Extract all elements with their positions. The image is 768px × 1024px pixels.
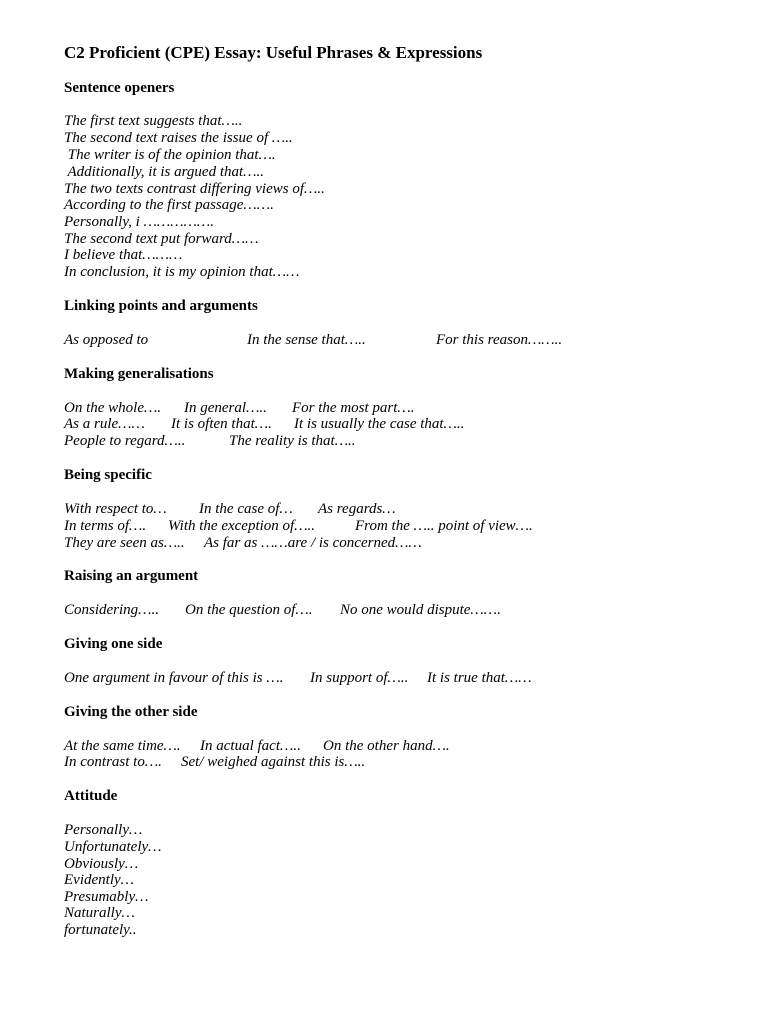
phrase-line: I believe that……… xyxy=(64,247,183,263)
phrase: In the sense that….. xyxy=(247,332,366,348)
phrase: As regards… xyxy=(318,501,396,517)
section-heading-attitude: Attitude xyxy=(64,788,118,804)
phrase-line: Naturally… xyxy=(64,905,135,921)
phrase: For the most part…. xyxy=(292,400,415,416)
page-title: C2 Proficient (CPE) Essay: Useful Phrases & Expressions xyxy=(64,43,483,62)
phrase-line: The second text put forward…… xyxy=(64,231,259,247)
phrase: On the other hand…. xyxy=(323,738,450,754)
section-heading-one-side: Giving one side xyxy=(64,636,163,652)
phrase: From the ….. point of view…. xyxy=(355,518,533,534)
phrase: In support of….. xyxy=(310,670,409,686)
phrase: People to regard….. xyxy=(64,433,186,449)
section-heading-sentence-openers: Sentence openers xyxy=(64,80,175,96)
phrase: It is usually the case that….. xyxy=(294,416,465,432)
section-heading-raising-argument: Raising an argument xyxy=(64,568,199,584)
phrase-line: According to the first passage……. xyxy=(64,197,274,213)
phrase: As a rule…… xyxy=(64,416,145,432)
phrase-line: The writer is of the opinion that…. xyxy=(64,147,276,163)
phrase: One argument in favour of this is …. xyxy=(64,670,284,686)
phrase-line: Additionally, it is argued that….. xyxy=(64,164,265,180)
section-heading-linking: Linking points and arguments xyxy=(64,298,258,314)
phrase: It is true that…… xyxy=(427,670,532,686)
phrase-line: Unfortunately… xyxy=(64,839,162,855)
phrase: On the whole…. xyxy=(64,400,162,416)
phrase: On the question of…. xyxy=(185,602,313,618)
phrase: As opposed to xyxy=(64,332,149,348)
phrase: Considering….. xyxy=(64,602,160,618)
phrase: They are seen as….. xyxy=(64,535,185,551)
phrase: It is often that…. xyxy=(171,416,272,432)
phrase: With the exception of….. xyxy=(168,518,316,534)
phrase: No one would dispute……. xyxy=(340,602,501,618)
phrase-line: The two texts contrast differing views of….. xyxy=(64,181,325,197)
phrase: In terms of…. xyxy=(64,518,147,534)
phrase: The reality is that….. xyxy=(229,433,356,449)
phrase-line: In conclusion, it is my opinion that…… xyxy=(64,264,300,280)
phrase-line: The first text suggests that….. xyxy=(64,113,243,129)
phrase: Set/ weighed against this is….. xyxy=(181,754,366,770)
phrase-line: The second text raises the issue of ….. xyxy=(64,130,293,146)
phrase-line: Personally, i ……………. xyxy=(64,214,215,230)
phrase: In the case of… xyxy=(199,501,293,517)
phrase: In contrast to…. xyxy=(64,754,162,770)
phrase-line: fortunately.. xyxy=(64,922,137,938)
phrase-line: Personally… xyxy=(64,822,143,838)
phrase: At the same time…. xyxy=(64,738,181,754)
section-heading-generalisations: Making generalisations xyxy=(64,366,214,382)
phrase: As far as ……are / is concerned…… xyxy=(204,535,422,551)
phrase: In general….. xyxy=(184,400,267,416)
phrase-line: Presumably… xyxy=(64,889,149,905)
phrase: In actual fact….. xyxy=(200,738,301,754)
section-heading-being-specific: Being specific xyxy=(64,467,152,483)
phrase-line: Obviously… xyxy=(64,856,139,872)
section-heading-other-side: Giving the other side xyxy=(64,704,198,720)
phrase: With respect to… xyxy=(64,501,167,517)
phrase-line: Evidently… xyxy=(64,872,134,888)
phrase: For this reason…….. xyxy=(436,332,563,348)
